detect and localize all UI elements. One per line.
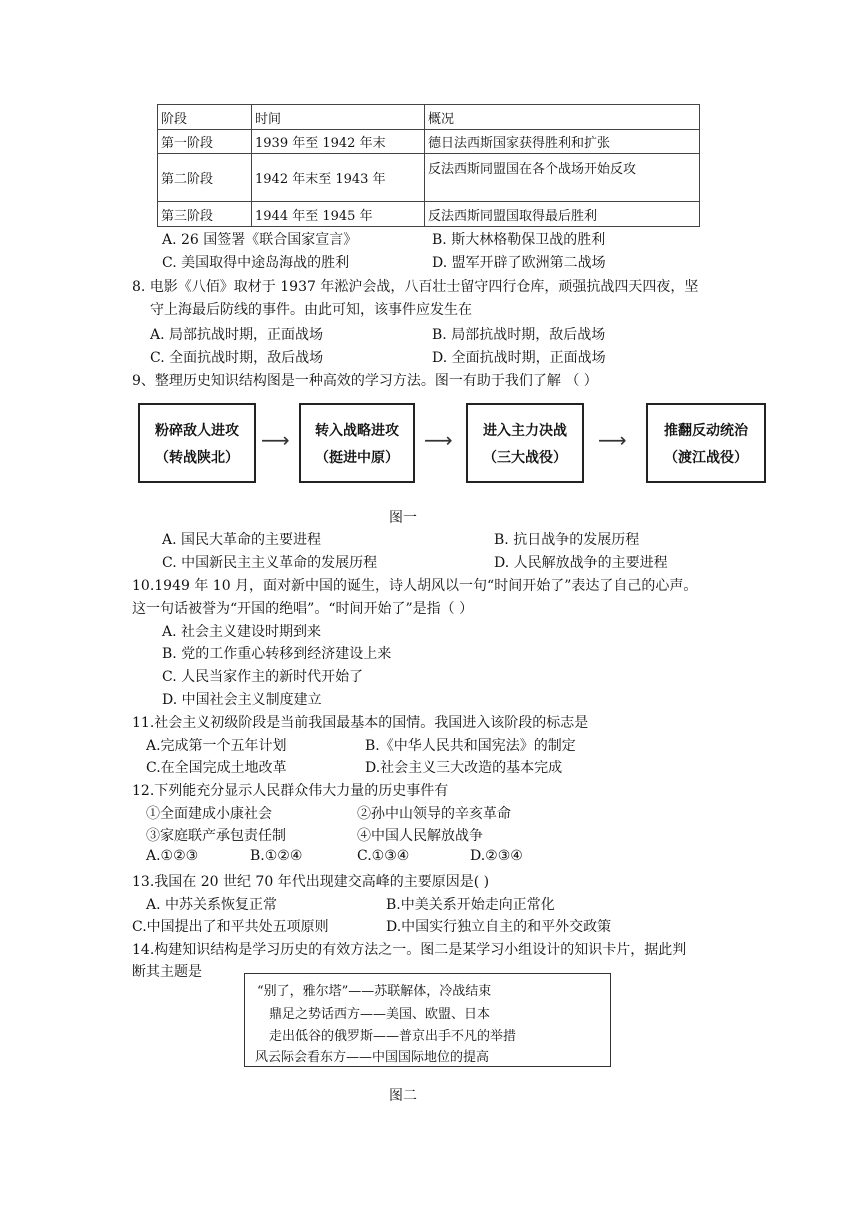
table-cell: 德日法西斯国家获得胜利和扩张 xyxy=(425,130,700,154)
card-line: 走出低谷的俄罗斯——普京出手不凡的举措 xyxy=(269,1029,517,1044)
table-header-cell: 阶段 xyxy=(158,105,252,130)
q8-option-b: B. 局部抗战时期，敌后战场 xyxy=(432,327,606,343)
flow-step-title: 推翻反动统治 xyxy=(664,423,748,439)
q8-stem-line1: 8. 电影《八佰》取材于 1937 年淞沪会战，八百壮士留守四行仓库，顽强抗战四天四夜，坚 xyxy=(132,279,699,295)
table-row xyxy=(158,202,700,227)
q9-option-d: D. 人民解放战争的主要进程 xyxy=(494,555,668,571)
q13-option-a: A. 中苏关系恢复正常 xyxy=(146,897,278,913)
q10-option-d: D. 中国社会主义制度建立 xyxy=(162,692,322,708)
q11-option-b: B.《中华人民共和国宪法》的制定 xyxy=(365,738,576,754)
q9-option-c: C. 中国新民主主义革命的发展历程 xyxy=(162,555,378,571)
flow-step-title: 进入主力决战 xyxy=(483,423,567,439)
q9-stem: 9、整理历史知识结构图是一种高效的学习方法。图一有助于我们了解 （ ） xyxy=(132,373,598,389)
flow-step-2 xyxy=(299,403,415,483)
table-header-row xyxy=(158,105,700,130)
flow-step-sub: （挺进中原） xyxy=(315,450,399,466)
table-cell: 1939 年至 1942 年末 xyxy=(252,130,425,154)
q12-option-c: C.①③④ xyxy=(357,848,410,864)
q11-option-c: C.在全国完成土地改革 xyxy=(146,760,287,776)
q13-option-d: D.中国实行独立自主的和平外交政策 xyxy=(386,919,612,935)
q7-option-a: A. 26 国签署《联合国家宣言》 xyxy=(162,232,358,248)
card-line: “别了，雅尔塔”——苏联解体，冷战结束 xyxy=(257,984,492,999)
table-cell: 反法西斯同盟国取得最后胜利 xyxy=(425,202,700,227)
flow-arrow-icon: ⟶ xyxy=(261,428,290,452)
q13-option-b: B.中美关系开始走向正常化 xyxy=(386,897,555,913)
q12-stem: 12.下列能充分显示人民群众伟大力量的历史事件有 xyxy=(132,783,449,799)
table-header-cell: 概况 xyxy=(425,105,700,130)
figure-2-caption: 图二 xyxy=(389,1088,417,1104)
figure-1-caption: 图一 xyxy=(389,510,417,526)
table-cell: 第二阶段 xyxy=(158,154,252,202)
flow-arrow-icon: ⟶ xyxy=(598,428,627,452)
q12-option-a: A.①②③ xyxy=(146,848,199,864)
q12-option-d: D.②③④ xyxy=(470,848,523,864)
q12-item-4: ④中国人民解放战争 xyxy=(357,828,483,844)
q14-stem-line1: 14.构建知识结构是学习历史的有效方法之一。图二是某学习小组设计的知识卡片，据此判 xyxy=(132,942,687,958)
q8-stem-line2: 守上海最后防线的事件。由此可知，该事件应发生在 xyxy=(150,302,472,318)
q7-option-c: C. 美国取得中途岛海战的胜利 xyxy=(162,255,350,271)
q12-option-b: B.①②④ xyxy=(250,848,303,864)
q11-option-d: D.社会主义三大改造的基本完成 xyxy=(365,760,563,776)
q8-option-a: A. 局部抗战时期，正面战场 xyxy=(150,327,324,343)
flow-arrow-icon: ⟶ xyxy=(424,428,453,452)
table-cell: 1942 年末至 1943 年 xyxy=(252,154,425,202)
table-cell: 1944 年至 1945 年 xyxy=(252,202,425,227)
q8-option-c: C. 全面抗战时期，敌后战场 xyxy=(150,350,324,366)
flow-step-3 xyxy=(466,403,584,483)
flow-step-1 xyxy=(138,403,256,483)
stage-table xyxy=(157,104,700,227)
q10-stem-line1: 10.1949 年 10 月，面对新中国的诞生，诗人胡风以一句“时间开始了”表达了自己的心声。 xyxy=(132,578,698,594)
q7-option-d: D. 盟军开辟了欧洲第二战场 xyxy=(432,255,606,271)
q13-option-c: C.中国提出了和平共处五项原则 xyxy=(132,919,329,935)
table-cell: 反法西斯同盟国在各个战场开始反攻 xyxy=(425,154,700,202)
flow-step-title: 粉碎敌人进攻 xyxy=(155,423,239,439)
table-cell: 第三阶段 xyxy=(158,202,252,227)
q12-item-1: ①全面建成小康社会 xyxy=(146,806,272,822)
table-header-cell: 时间 xyxy=(252,105,425,130)
q8-option-d: D. 全面抗战时期，正面战场 xyxy=(432,350,606,366)
card-line: 鼎足之势话西方——美国、欧盟、日本 xyxy=(269,1007,491,1022)
flow-step-sub: （转战陕北） xyxy=(155,450,239,466)
flow-step-4 xyxy=(646,403,766,483)
table-cell: 第一阶段 xyxy=(158,130,252,154)
q9-option-a: A. 国民大革命的主要进程 xyxy=(162,532,322,548)
table-row xyxy=(158,130,700,154)
q7-option-b: B. 斯大林格勒保卫战的胜利 xyxy=(432,232,606,248)
flow-step-sub: （渡江战役） xyxy=(664,450,748,466)
card-line: 风云际会看东方——中国国际地位的提高 xyxy=(255,1050,490,1065)
q11-stem: 11.社会主义初级阶段是当前我国最基本的国情。我国进入该阶段的标志是 xyxy=(132,715,589,731)
q13-stem: 13.我国在 20 世纪 70 年代出现建交高峰的主要原因是( ) xyxy=(132,874,490,890)
q12-item-2: ②孙中山领导的辛亥革命 xyxy=(357,806,511,822)
q10-option-a: A. 社会主义建设时期到来 xyxy=(162,624,322,640)
q10-option-b: B. 党的工作重心转移到经济建设上来 xyxy=(162,646,392,662)
table-row xyxy=(158,154,700,202)
q11-option-a: A.完成第一个五年计划 xyxy=(146,738,287,754)
flow-step-title: 转入战略进攻 xyxy=(315,423,399,439)
q10-option-c: C. 人民当家作主的新时代开始了 xyxy=(162,669,364,685)
knowledge-card xyxy=(244,973,611,1067)
flow-step-sub: （三大战役） xyxy=(483,450,567,466)
q14-stem-line2: 断其主题是 xyxy=(132,964,202,980)
q9-option-b: B. 抗日战争的发展历程 xyxy=(494,532,640,548)
q10-stem-line2: 这一句话被誉为“开国的绝唱”。“时间开始了”是指（ ） xyxy=(132,601,474,617)
q12-item-3: ③家庭联产承包责任制 xyxy=(146,828,286,844)
